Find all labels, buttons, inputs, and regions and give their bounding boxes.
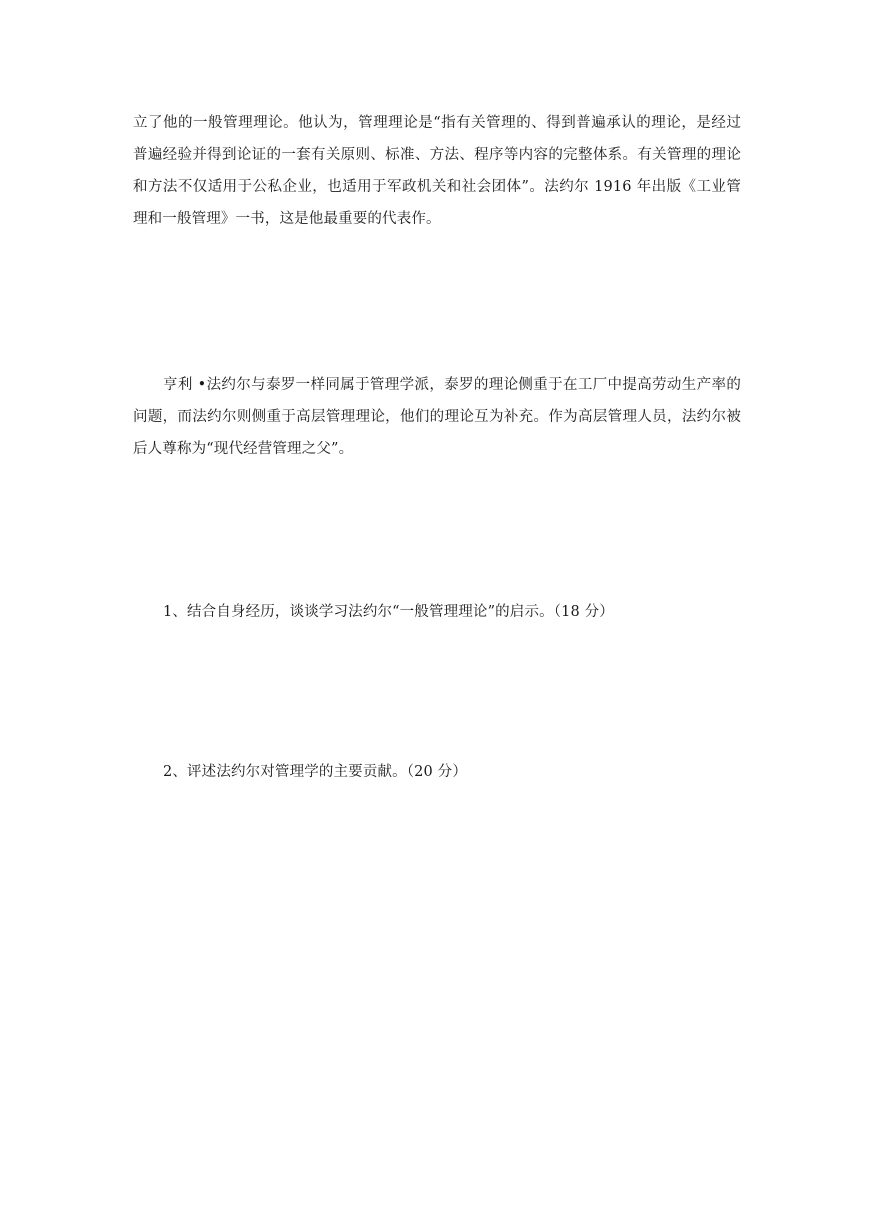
question-2: 2、评述法约尔对管理学的主要贡献。（20 分） xyxy=(163,764,467,780)
question-1: 1、结合自身经历，谈谈学习法约尔“一般管理理论”的启示。（18 分） xyxy=(163,604,614,620)
body-paragraph-fayol-taylor: 亨利 •法约尔与泰罗一样同属于管理学派，泰罗的理论侧重于在工厂中提高劳动生产率的问题，而法约尔则侧重于高层管理理论，他们的理论互为补充。作为高层管理人员，法约尔被后人尊称为“现代经营管理之父”。 xyxy=(133,377,741,457)
body-paragraph-continuation: 立了他的一般管理理论。他认为，管理理论是“指有关管理的、得到普遍承认的理论，是经过普遍经验并得到论证的一套有关原则、标准、方法、程序等内容的完整体系。有关管理的理论和方法不仅适用于公私企业，也适用于军政机关和社会团体”。法约尔 1916 年出版《工业管理和一般管理》一书，这是他最重要的代表作。 xyxy=(133,115,741,227)
